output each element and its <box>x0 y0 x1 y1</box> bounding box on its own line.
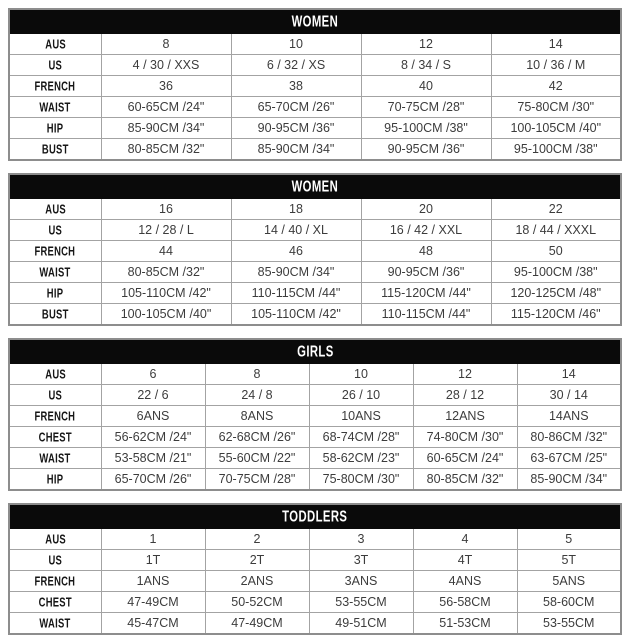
table-row <box>9 529 621 550</box>
table-cell: 48 <box>361 241 491 262</box>
table-cell: 75-80CM /30" <box>309 469 413 491</box>
table-cell: 40 <box>361 76 491 97</box>
table-cell: 70-75CM /28" <box>361 97 491 118</box>
row-label-text: AUS <box>44 38 66 52</box>
row-label-french <box>9 76 101 97</box>
row-label-text: WAIST <box>39 101 71 115</box>
table-cell: 80-86CM /32" <box>517 427 621 448</box>
table-cell: 1 <box>101 529 205 550</box>
row-label-text: FRENCH <box>34 245 76 259</box>
table-cell: 8 <box>205 364 309 385</box>
row-label-us <box>9 550 101 571</box>
row-label-text: US <box>48 224 63 238</box>
table-cell: 80-85CM /32" <box>101 262 231 283</box>
table-cell: 50-52CM <box>205 592 309 613</box>
table-cell: 115-120CM /46" <box>491 304 621 326</box>
table-cell: 90-95CM /36" <box>361 139 491 161</box>
table-header-row <box>9 504 621 529</box>
table-cell: 38 <box>231 76 361 97</box>
row-label-hip <box>9 283 101 304</box>
table-cell: 105-110CM /42" <box>101 283 231 304</box>
table-row <box>9 385 621 406</box>
table-row <box>9 406 621 427</box>
row-label-french <box>9 241 101 262</box>
table-cell: 63-67CM /25" <box>517 448 621 469</box>
table-cell: 8 <box>101 34 231 55</box>
table-cell: 100-105CM /40" <box>491 118 621 139</box>
row-label-waist <box>9 97 101 118</box>
row-label-bust <box>9 304 101 326</box>
table-cell: 14 <box>491 34 621 55</box>
table-cell: 12 / 28 / L <box>101 220 231 241</box>
table-cell: 85-90CM /34" <box>517 469 621 491</box>
table-cell: 85-90CM /34" <box>231 262 361 283</box>
table-header-row <box>9 174 621 199</box>
table-cell: 28 / 12 <box>413 385 517 406</box>
size-table-women-2 <box>8 173 622 326</box>
table-cell: 14ANS <box>517 406 621 427</box>
table-cell: 18 / 44 / XXXL <box>491 220 621 241</box>
table-cell: 58-60CM <box>517 592 621 613</box>
table-cell: 47-49CM <box>205 613 309 635</box>
table-cell: 18 <box>231 199 361 220</box>
table-cell: 16 <box>101 199 231 220</box>
row-label-text: HIP <box>47 473 64 487</box>
table-title-bar <box>9 174 621 199</box>
table-row <box>9 139 621 161</box>
row-label-text: FRENCH <box>34 575 76 589</box>
table-cell: 6 / 32 / XS <box>231 55 361 76</box>
table-row <box>9 613 621 635</box>
table-cell: 55-60CM /22" <box>205 448 309 469</box>
table-cell: 42 <box>491 76 621 97</box>
table-row <box>9 262 621 283</box>
table-row <box>9 55 621 76</box>
table-cell: 95-100CM /38" <box>361 118 491 139</box>
table-cell: 110-115CM /44" <box>231 283 361 304</box>
row-label-text: WAIST <box>39 266 71 280</box>
row-label-us <box>9 385 101 406</box>
table-row <box>9 220 621 241</box>
table-cell: 5T <box>517 550 621 571</box>
table-cell: 110-115CM /44" <box>361 304 491 326</box>
table-cell: 65-70CM /26" <box>231 97 361 118</box>
row-label-text: US <box>48 59 63 73</box>
table-cell: 49-51CM <box>309 613 413 635</box>
table-cell: 4ANS <box>413 571 517 592</box>
table-row <box>9 571 621 592</box>
table-cell: 60-65CM /24" <box>413 448 517 469</box>
table-cell: 8ANS <box>205 406 309 427</box>
table-cell: 4 / 30 / XXS <box>101 55 231 76</box>
table-cell: 50 <box>491 241 621 262</box>
table-cell: 6ANS <box>101 406 205 427</box>
row-label-chest <box>9 592 101 613</box>
table-title-bar <box>9 9 621 34</box>
table-cell: 46 <box>231 241 361 262</box>
table-cell: 36 <box>101 76 231 97</box>
table-cell: 60-65CM /24" <box>101 97 231 118</box>
table-cell: 56-58CM <box>413 592 517 613</box>
table-cell: 56-62CM /24" <box>101 427 205 448</box>
table-cell: 90-95CM /36" <box>361 262 491 283</box>
table-cell: 24 / 8 <box>205 385 309 406</box>
row-label-text: CHEST <box>38 431 72 445</box>
table-cell: 115-120CM /44" <box>361 283 491 304</box>
table-row <box>9 364 621 385</box>
row-label-aus <box>9 364 101 385</box>
table-cell: 65-70CM /26" <box>101 469 205 491</box>
table-row <box>9 118 621 139</box>
row-label-text: BUST <box>41 143 69 157</box>
table-row <box>9 241 621 262</box>
row-label-text: AUS <box>44 368 66 382</box>
table-cell: 3T <box>309 550 413 571</box>
table-cell: 3ANS <box>309 571 413 592</box>
table-cell: 100-105CM /40" <box>101 304 231 326</box>
row-label-text: AUS <box>44 203 66 217</box>
table-cell: 14 / 40 / XL <box>231 220 361 241</box>
row-label-text: CHEST <box>38 596 72 610</box>
table-cell: 85-90CM /34" <box>231 139 361 161</box>
table-cell: 105-110CM /42" <box>231 304 361 326</box>
row-label-hip <box>9 118 101 139</box>
row-label-text: FRENCH <box>34 410 76 424</box>
table-header-row <box>9 9 621 34</box>
row-label-french <box>9 406 101 427</box>
table-cell: 120-125CM /48" <box>491 283 621 304</box>
table-row <box>9 34 621 55</box>
table-title: WOMEN <box>291 177 339 196</box>
table-cell: 22 / 6 <box>101 385 205 406</box>
table-cell: 14 <box>517 364 621 385</box>
row-label-text: FRENCH <box>34 80 76 94</box>
table-cell: 5 <box>517 529 621 550</box>
table-cell: 12 <box>361 34 491 55</box>
table-row <box>9 283 621 304</box>
table-cell: 51-53CM <box>413 613 517 635</box>
table-cell: 85-90CM /34" <box>101 118 231 139</box>
table-cell: 3 <box>309 529 413 550</box>
table-cell: 22 <box>491 199 621 220</box>
table-cell: 10 <box>309 364 413 385</box>
row-label-text: WAIST <box>39 452 71 466</box>
row-label-waist <box>9 448 101 469</box>
table-cell: 53-58CM /21" <box>101 448 205 469</box>
table-cell: 10 / 36 / M <box>491 55 621 76</box>
row-label-hip <box>9 469 101 491</box>
table-cell: 70-75CM /28" <box>205 469 309 491</box>
table-row <box>9 76 621 97</box>
table-row <box>9 304 621 326</box>
table-row <box>9 427 621 448</box>
table-cell: 95-100CM /38" <box>491 262 621 283</box>
table-cell: 10 <box>231 34 361 55</box>
row-label-text: BUST <box>41 308 69 322</box>
table-cell: 12 <box>413 364 517 385</box>
row-label-text: US <box>48 554 63 568</box>
row-label-text: US <box>48 389 63 403</box>
table-cell: 12ANS <box>413 406 517 427</box>
table-cell: 47-49CM <box>101 592 205 613</box>
table-cell: 53-55CM <box>517 613 621 635</box>
table-cell: 80-85CM /32" <box>413 469 517 491</box>
size-table-women-1 <box>8 8 622 161</box>
table-cell: 16 / 42 / XXL <box>361 220 491 241</box>
table-cell: 26 / 10 <box>309 385 413 406</box>
table-title-bar <box>9 339 621 364</box>
table-cell: 6 <box>101 364 205 385</box>
table-cell: 75-80CM /30" <box>491 97 621 118</box>
row-label-aus <box>9 34 101 55</box>
row-label-aus <box>9 529 101 550</box>
table-cell: 10ANS <box>309 406 413 427</box>
table-title: GIRLS <box>296 342 334 361</box>
table-cell: 90-95CM /36" <box>231 118 361 139</box>
table-title: WOMEN <box>291 12 339 31</box>
row-label-text: AUS <box>44 533 66 547</box>
table-cell: 4 <box>413 529 517 550</box>
table-row <box>9 592 621 613</box>
table-cell: 1ANS <box>101 571 205 592</box>
row-label-bust <box>9 139 101 161</box>
row-label-aus <box>9 199 101 220</box>
row-label-text: WAIST <box>39 617 71 631</box>
table-cell: 80-85CM /32" <box>101 139 231 161</box>
table-cell: 74-80CM /30" <box>413 427 517 448</box>
row-label-waist <box>9 613 101 635</box>
table-title: TODDLERS <box>282 507 348 526</box>
row-label-text: HIP <box>47 287 64 301</box>
table-row <box>9 550 621 571</box>
table-cell: 8 / 34 / S <box>361 55 491 76</box>
table-cell: 30 / 14 <box>517 385 621 406</box>
table-cell: 68-74CM /28" <box>309 427 413 448</box>
table-header-row <box>9 339 621 364</box>
table-row <box>9 97 621 118</box>
table-row <box>9 448 621 469</box>
table-cell: 58-62CM /23" <box>309 448 413 469</box>
size-table-toddlers-4 <box>8 503 622 635</box>
table-cell: 20 <box>361 199 491 220</box>
row-label-us <box>9 220 101 241</box>
row-label-waist <box>9 262 101 283</box>
table-cell: 53-55CM <box>309 592 413 613</box>
table-cell: 4T <box>413 550 517 571</box>
row-label-french <box>9 571 101 592</box>
table-row <box>9 199 621 220</box>
table-cell: 1T <box>101 550 205 571</box>
row-label-text: HIP <box>47 122 64 136</box>
table-cell: 5ANS <box>517 571 621 592</box>
table-title-bar <box>9 504 621 529</box>
table-cell: 2ANS <box>205 571 309 592</box>
table-cell: 44 <box>101 241 231 262</box>
table-row <box>9 469 621 491</box>
table-cell: 95-100CM /38" <box>491 139 621 161</box>
row-label-us <box>9 55 101 76</box>
table-cell: 2T <box>205 550 309 571</box>
size-table-girls-3 <box>8 338 622 491</box>
table-cell: 2 <box>205 529 309 550</box>
row-label-chest <box>9 427 101 448</box>
table-cell: 45-47CM <box>101 613 205 635</box>
table-cell: 62-68CM /26" <box>205 427 309 448</box>
